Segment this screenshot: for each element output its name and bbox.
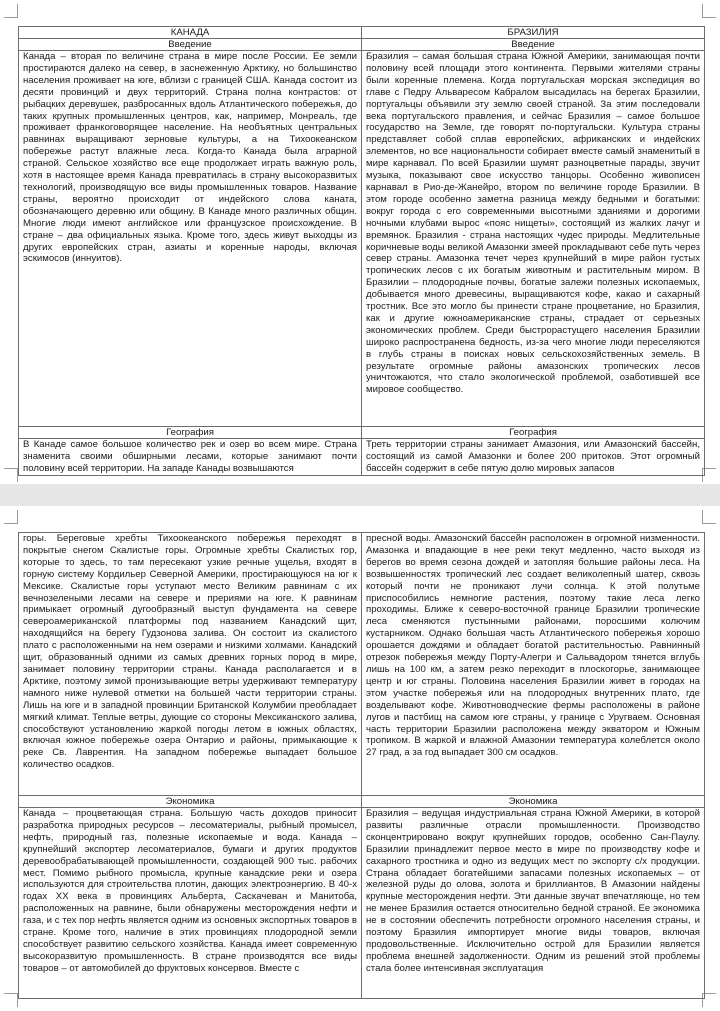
- section-title-econ-brazil: Экономика: [362, 796, 705, 808]
- geo-text-canada-cont: горы. Береговые хребты Тихоокеанского побережья переходят в покрытые снегом Скалистые горы. Огромные хребты Скалистых гор, которые то здесь, то там пересекают узкие речные ущелья, входят в горную систему Кордильер Северной Америки, простирающуюся на юг к Мексике. Скалистые горы уступают место Великим равнинам с их вечнозелеными лесами на севере и прериями на юге. К равнинам примыкает огромный дугообразный выступ фундамента на севере североамериканской платформы под названием Канадский щит, находящийся на берегу Гудзонова залива. Он состоит из скалистого плато с расположенными на нем озерами и низкими холмами. Канадский щит, образованный одними из самых древних горных пород в мире, занимает половину территории страны. Канада располагается и в Арктике, поэтому зимой пронизывающие ветры удерживают температуру намного ниже нулевой отметки на большей части территории страны. Лишь на юге и в западной провинции Британской Колумбии преобладает мягкий климат. Теплые ветры, дующие со стороны Мексиканского залива, способствуют установлению жаркой погоды летом в южных областях, включая южное побережье озера Онтарио и районы, примыкающие к реке Св. Лаврентия. На западном побережье выпадает большое количество осадков.: [19, 533, 362, 796]
- econ-text-brazil: Бразилия – ведущая индустриальная страна Южной Америки, в которой развиты различные отрасли промышленности. Производство сконцентрировано вокруг крупнейших городов, особенно Сан-Паулу. Бразилии принадлежит первое место в мире по производству кофе и сахарного тростника и одно из ведущих мест по экспорту с/х продукции. Страна обладает богатейшими запасами полезных ископаемых – от железной руды до олова, золота и бриллиантов. В Амазонии найдены крупные месторождения нефти. Эти данные звучат впечатляюще, но тем не менее Бразилия остается относительно бедной страной. Ее экономика не в состоянии обеспечить потребности огромного населения страны, и поэтому Бразилия импортирует многие виды товаров, включая продовольственные. Исключительно острой для Бразилии является проблема внешней задолженности. Одним из решений этой проблемы стала более интенсивная эксплуатация: [362, 808, 705, 999]
- section-title-row-intro: [19, 39, 705, 51]
- section-body-row-geo-start: [19, 439, 705, 476]
- intro-text-brazil: Бразилия – самая большая страна Южной Америки, занимающая почти половину всей площади этого континента. Первыми жителями страны были коренные племена. Когда португальская морская экспедиция во главе с Педру Альваресом Кабралом высадилась на берегах Бразилии, португальцы объявили эту землю своей страной. За этим последовали века португальского правления, и сейчас Бразилия – самое большое государство на Земле, где говорят по-португальски. Культура страны представляет собой сплав европейских, африканских и индейских элементов, но все национальности собирает вместе самый знаменитый в мире карнавал. По всей Бразилии шумят разноцветные парады, звучит музыка, показывают свое искусство танцоры. Особенно живописен карнавал в Рио-де-Жанейро, втором по величине городе Бразилии. В этом городе особенно заметна разница между бедными и богатыми: вокруг города с его современными высотными зданиями и дорогими ночными клубами вырос «пояс нищеты», состоящий из жалких лачуг и времянок. Бразилия - страна настоящих чудес природы. Медлительные коричневые воды великой Амазонки змеей прокладывают себе путь через север страны. Амазонка течет через крупнейший в мире район густых тропических лесов с их богатым животным и растительным миром. В Бразилии – плодородные почвы, богатые залежи полезных ископаемых, добывается много древесины, выращиваются кофе, какао и сахарный тростник. Все это могло бы принести стране процветание, но Бразилия, как и другие южноамериканские страны, страдает от серьезных экономических проблем. Среди быстрорастущего населения Бразилии широко распространена бедность, из-за чего многие люди переселяются в глубь страны в поисках новых сельскохозяйственных земель. В результате огромные районы амазонских тропических лесов уничтожаются, что стало экологической проблемой, озаботившей все мировое сообщество.: [362, 51, 705, 427]
- section-title-intro-canada: Введение: [19, 39, 362, 51]
- crop-mark-top-right: [702, 4, 716, 18]
- geo-text-brazil-start: Треть территории страны занимает Амазония, или Амазонский бассейн, состоящий из самой Амазонки и более 200 притоков. Этот огромный бассейн содержит в себе пятую долю мировых запасов: [362, 439, 705, 476]
- section-title-geo-canada: География: [19, 427, 362, 439]
- section-title-geo-brazil: География: [362, 427, 705, 439]
- section-title-row-econ: [19, 796, 705, 808]
- crop-mark-top-left: [4, 510, 18, 524]
- column-header-brazil: БРАЗИЛИЯ: [362, 27, 705, 39]
- section-title-econ-canada: Экономика: [19, 796, 362, 808]
- geo-text-brazil-cont: пресной воды. Амазонский бассейн расположен в огромной низменности. Амазонка и впадающие в нее реки текут медленно, часто выходя из берегов во время сезона дождей и затопляя большие районы леса. На возвышенностях тропический лес создает великолепный шатер, сквозь который почти не проникают лучи солнца. К этой полутьме приспособились немногие растения, поэтому такие леса легко проходимы. Ближе к северо-восточной границе Бразилии тропические леса сменяются пустынными районами, поросшими колючим кустарником. Однако большая часть Атлантического побережья хорошо орошается дождями и обладает богатой растительностью. Равнинный отрезок побережья между Порту-Алегри и Сальвадором тянется вглубь лишь на 100 км, а затем резко переходит в плоскогорье, занимающее центр и юг страны. Половина населения Бразилии живет в городах на этом участке побережья или на плодородных внутренних плато, где возделывают кофе. Животноводческие фермы расположены в районе лугов и пастбищ на самом юге страны, у границе с Уругваем. Основная часть территории Бразилии расположена между экватором и Южным тропиком. В жаркой и влажной Амазонии температура колеблется около 27 град, а за год выпадает 300 см осадков.: [362, 533, 705, 796]
- geo-text-canada-start: В Канаде самое большое количество рек и озер во всем мире. Страна знаменита своими обширными лесами, которые занимают почти половину всей территории. На западе Канады возвышаются: [19, 439, 362, 476]
- section-body-row-intro: [19, 51, 705, 427]
- table-header-row: [19, 27, 705, 39]
- section-title-row-geo: [19, 427, 705, 439]
- comparison-table-page-1: [18, 26, 705, 476]
- document-page-2: [0, 506, 720, 1011]
- section-body-row-econ: [19, 808, 705, 999]
- crop-mark-bottom-left: [4, 993, 18, 1007]
- econ-text-canada: Канада – процветающая страна. Большую часть доходов приносит разработка природных ресурсов – лесоматериалы, рыбный промысел, нефть, природный газ, полезные ископаемые и вода. Канада – крупнейший экспортер лесоматериалов, бумаги и других продуктов деревообрабатывающей промышленности, создающей 900 тыс. рабочих мест. Помимо рыбного промысла, крупные канадские реки и озера используются для строительства плотин, дающих электроэнергию. В 40-х годах XX века в провинциях Альберта, Саскачеван и Манитоба, расположенных на равнине, были обнаружены месторождения нефти и газа, и с тех пор нефть является одним из основных экспортных товаров в стране. Кроме того, наличие в этих провинциях плодородной земли способствует развитию сельского хозяйства. Канада имеет современную высокоразвитую промышленность. В стране производятся все виды товаров – от автомобилей до фруктовых консервов. Вместе с: [19, 808, 362, 999]
- crop-mark-top-left: [4, 4, 18, 18]
- intro-text-canada: Канада – вторая по величине страна в мире после России. Ее земли простираются далеко на север, в заснеженную Арктику, но большинство населения проживает на юге, вблизи с границей США. Канада состоит из десяти провинций и двух территорий. Страна полна контрастов: от рыбацких деревушек, разбросанных вдоль Атлантического побережья, до таких крупных промышленных центров, как, например, Монреаль, где проживает франкоговорящее население. На необъятных центральных равнинах выращивают зерновые культуры, а на Тихоокеанском побережье растут влажные леса. Когда-то Канада была аграрной страной. Сельское хозяйство все еще продолжает играть важную роль, хотя в настоящее время Канада превратилась в страну высокоразвитых технологий, производящую все виды промышленных товаров. Название страны, вероятно происходит от индейского слова каната, обозначающего деревню или общину. В Канаде много различных общин. Многие люди имеют английское или французское происхождение. В стране – два официальных языка. Кроме того, здесь живут выходцы из других европейских стран, азиаты и коренные народы, включая эскимосов (иннуитов).: [19, 51, 362, 427]
- section-body-row-geo-cont: [19, 533, 705, 796]
- section-title-intro-brazil: Введение: [362, 39, 705, 51]
- column-header-canada: КАНАДА: [19, 27, 362, 39]
- crop-mark-bottom-left: [4, 468, 18, 482]
- crop-mark-top-right: [702, 510, 716, 524]
- comparison-table-page-2: [18, 532, 705, 999]
- document-page-1: [0, 0, 720, 484]
